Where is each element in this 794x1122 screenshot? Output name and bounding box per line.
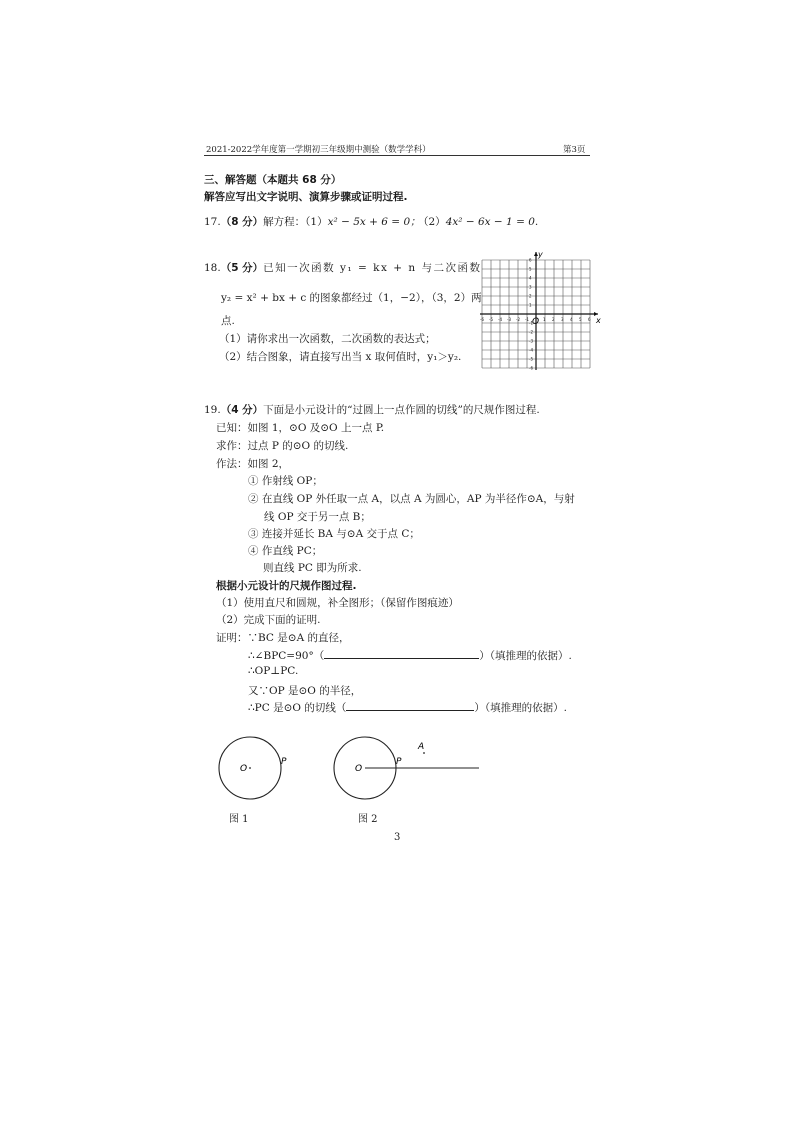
q19-line1 bbox=[204, 402, 540, 417]
q17-p1-label: （1） bbox=[305, 216, 328, 228]
q19-part1: （1）使用直尺和圆规，补全图形；（保留作图痕迹） bbox=[216, 597, 459, 609]
q19-proof-line1 bbox=[216, 630, 350, 645]
q19-task: 求作：过点 P 的⊙O 的切线. bbox=[216, 440, 349, 452]
x-axis-label: x bbox=[596, 316, 601, 325]
section-title: 三、解答题（本题共 68 分） bbox=[204, 174, 342, 186]
q18-line3: 点. bbox=[221, 315, 235, 327]
header-page: 第3页 bbox=[563, 145, 586, 155]
fig2-center-label: O bbox=[355, 764, 363, 774]
header-rule bbox=[204, 155, 590, 156]
x-tick-label: 4 bbox=[570, 317, 573, 322]
q18-points: （5 分） bbox=[220, 262, 264, 274]
q18-number: 18. bbox=[204, 262, 221, 274]
q17-lead: 解方程： bbox=[263, 216, 306, 228]
q19-step1: ① 作射线 OP； bbox=[248, 475, 323, 487]
x-tick-label: 6 bbox=[588, 317, 591, 322]
q17 bbox=[204, 214, 421, 229]
x-tick-label: 5 bbox=[579, 317, 582, 322]
q18-line2: y₂ = x² + bx + c 的图象都经过（1，−2），（3，2）两 bbox=[221, 292, 482, 304]
q19-number: 19. bbox=[204, 404, 221, 416]
q19-intro: 下面是小元设计的“过圆上一点作圆的切线”的尺规作图过程. bbox=[263, 404, 540, 416]
y-tick-label: 4 bbox=[529, 275, 532, 281]
q19-proof-line5 bbox=[248, 700, 567, 715]
x-tick-label: 1 bbox=[543, 317, 546, 322]
section-instruction: 解答应写出文字说明、演算步骤或证明过程. bbox=[204, 191, 408, 203]
y-tick-label: 1 bbox=[529, 302, 532, 308]
figure-1-caption: 图 1 bbox=[229, 814, 249, 825]
q18-line1 bbox=[204, 260, 481, 275]
q19-subtitle: 根据小元设计的尺规作图过程. bbox=[216, 580, 357, 592]
y-tick-label: 3 bbox=[529, 284, 532, 290]
figure-2 bbox=[325, 728, 485, 828]
center-dot-fig1 bbox=[249, 767, 251, 769]
q19-proof-line2 bbox=[248, 648, 572, 663]
q17-p2-eq: 4x² − 6x − 1 = 0. bbox=[445, 216, 539, 228]
q19-step4: ④ 作直线 PC； bbox=[248, 545, 323, 557]
q19-points: （4 分） bbox=[220, 404, 264, 416]
y-tick-label: -5 bbox=[529, 356, 533, 362]
x-tick-label: -2 bbox=[516, 317, 520, 322]
answer-blank-1[interactable] bbox=[324, 648, 479, 659]
proof-label: 证明： bbox=[216, 632, 248, 644]
x-tick-label: 3 bbox=[561, 317, 564, 322]
point-a-dot bbox=[423, 752, 425, 754]
proof-step2-pre: ∴∠BPC=90°（ bbox=[248, 650, 325, 662]
coordinate-grid bbox=[478, 250, 604, 372]
q17-p2-label: （2） bbox=[418, 216, 446, 228]
x-tick-label: -1 bbox=[525, 317, 529, 322]
y-tick-label: -6 bbox=[529, 365, 533, 371]
y-tick-label: 2 bbox=[529, 293, 532, 299]
proof-step2-post: ）（填推理的依据）. bbox=[479, 650, 572, 662]
grid-axes bbox=[480, 252, 598, 370]
fig1-center-label: O bbox=[240, 764, 248, 774]
figure-1 bbox=[210, 728, 300, 828]
q17-points: （8 分） bbox=[220, 216, 264, 228]
fig2-a-label: A bbox=[418, 742, 425, 752]
y-tick-label: -2 bbox=[529, 329, 533, 335]
q19-step2a: ② 在直线 OP 外任取一点 A，以点 A 为圆心，AP 为半径作⊙A，与射 bbox=[248, 493, 575, 505]
proof-step1: ∵BC 是⊙A 的直径， bbox=[247, 632, 350, 644]
q17-p1-eq: x² − 5x + 6 = 0； bbox=[327, 216, 421, 228]
proof-step5-post: ）（填推理的依据）. bbox=[474, 702, 567, 714]
q19-step3: ③ 连接并延长 BA 与⊙A 交于点 C； bbox=[248, 528, 420, 540]
q19-step2b: 线 OP 交于另一点 B； bbox=[264, 511, 371, 523]
fig1-point-label: P bbox=[281, 757, 287, 767]
page-number: 3 bbox=[394, 832, 401, 843]
x-tick-label: 2 bbox=[552, 317, 555, 322]
q19-conclusion: 则直线 PC 即为所求. bbox=[263, 562, 362, 574]
q17-part2 bbox=[418, 214, 538, 229]
x-tick-label: -6 bbox=[480, 317, 484, 322]
y-tick-label: -1 bbox=[529, 320, 533, 326]
x-tick-label: -4 bbox=[498, 317, 502, 322]
y-tick-label: -3 bbox=[529, 338, 533, 344]
q19-proof-line4: 又∵OP 是⊙O 的半径， bbox=[248, 685, 362, 697]
fig2-point-label: P bbox=[396, 757, 402, 767]
y-tick-label: 6 bbox=[529, 257, 532, 263]
x-tick-label: -5 bbox=[489, 317, 493, 322]
q18-sub1: （1）请你求出一次函数，二次函数的表达式； bbox=[219, 333, 436, 345]
y-tick-label: 5 bbox=[529, 266, 532, 272]
q19-known: 已知：如图 1，⊙O 及⊙O 上一点 P. bbox=[216, 422, 385, 434]
q17-number: 17. bbox=[204, 216, 221, 228]
origin-label: O bbox=[532, 317, 540, 327]
q19-method: 作法：如图 2， bbox=[216, 458, 290, 470]
answer-blank-2[interactable] bbox=[346, 700, 474, 711]
y-tick-label: -4 bbox=[529, 347, 533, 353]
q18-sub2: （2）结合图象，请直接写出当 x 取何值时，y₁＞y₂. bbox=[219, 351, 462, 363]
header-title: 2021-2022学年度第一学期初三年级期中测验（数学学科） bbox=[206, 145, 431, 155]
q19-part2: （2）完成下面的证明. bbox=[216, 614, 321, 626]
q19-proof-line3: ∴OP⊥PC. bbox=[248, 665, 299, 677]
proof-step5-pre: ∴PC 是⊙O 的切线（ bbox=[248, 702, 347, 714]
y-axis-label: y bbox=[538, 250, 543, 259]
figure-2-caption: 图 2 bbox=[358, 814, 378, 825]
q18-text1: 已知一次函数 y₁ = kx + n 与二次函数 bbox=[263, 262, 482, 274]
x-tick-label: -3 bbox=[507, 317, 511, 322]
